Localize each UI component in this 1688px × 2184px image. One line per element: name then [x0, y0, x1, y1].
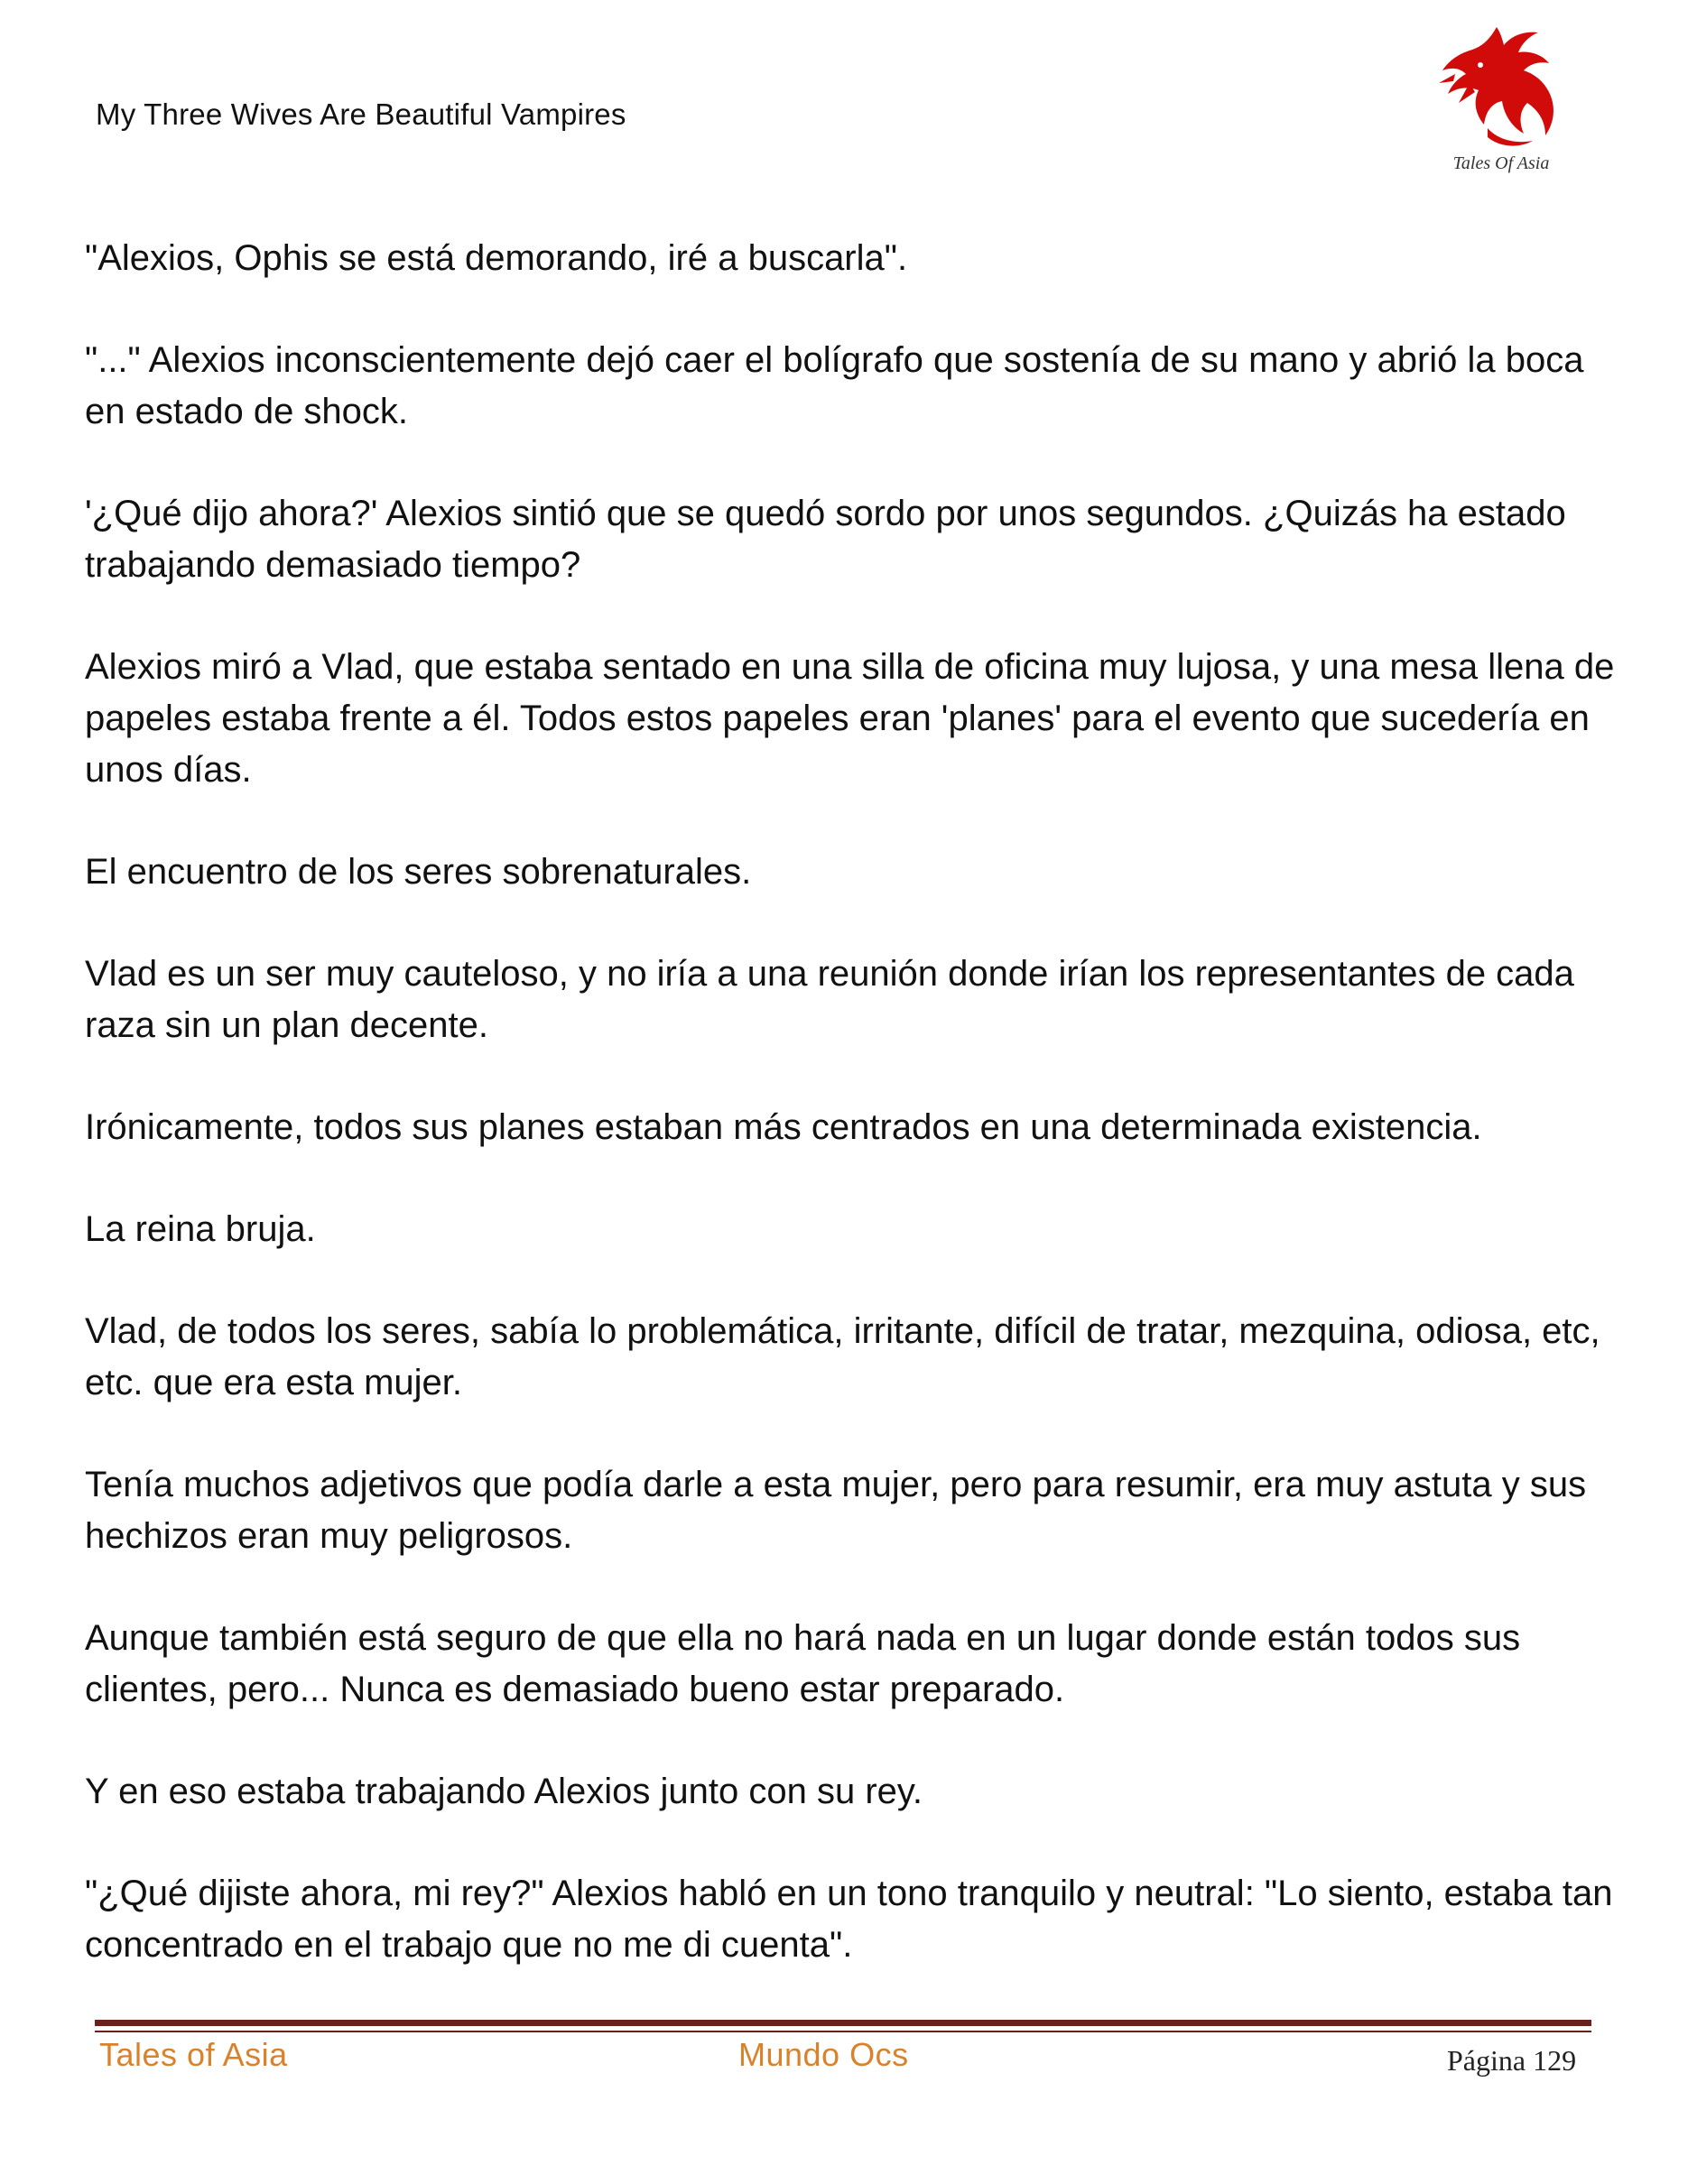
logo-text: Tales Of Asia	[1452, 153, 1550, 173]
document-header-title: My Three Wives Are Beautiful Vampires	[96, 97, 626, 131]
paragraph: Alexios miró a Vlad, que estaba sentado en una silla de oficina muy lujosa, y una mesa llena de papeles estaba frente a él. Todos estos papeles eran 'planes' para el evento que sucedería en unos días.	[85, 647, 1615, 790]
paragraph: Y en eso estaba trabajando Alexios junto con su rey.	[85, 1772, 923, 1811]
footer-publisher: Tales of Asia	[99, 2036, 288, 2073]
paragraph: "¿Qué dijiste ahora, mi rey?" Alexios habló en un tono tranquilo y neutral: "Lo siento, estaba tan concentrado en el trabajo que no me di cuenta".	[85, 1874, 1613, 1965]
paragraph: El encuentro de los seres sobrenaturales.	[85, 852, 752, 892]
footer-divider-thin	[95, 2031, 1591, 2032]
tales-of-asia-logo	[1433, 20, 1569, 182]
document-body	[85, 233, 1619, 2022]
paragraph: "..." Alexios inconscientemente dejó caer el bolígrafo que sostenía de su mano y abrió la boca en estado de shock.	[85, 340, 1584, 431]
paragraph: Aunque también está seguro de que ella no hará nada en un lugar donde están todos sus clientes, pero... Nunca es demasiado bueno estar preparado.	[85, 1618, 1521, 1709]
paragraph: Vlad, de todos los seres, sabía lo problemática, irritante, difícil de tratar, mezquina, odiosa, etc, etc. que era esta mujer.	[85, 1311, 1600, 1402]
paragraph: La reina bruja.	[85, 1209, 316, 1249]
footer-divider-thick	[95, 2020, 1591, 2026]
footer-center-text: Mundo Ocs	[738, 2036, 909, 2073]
paragraph: "Alexios, Ophis se está demorando, iré a buscarla".	[85, 238, 908, 278]
paragraph: Vlad es un ser muy cauteloso, y no iría a una reunión donde irían los representantes de cada raza sin un plan decente.	[85, 954, 1574, 1045]
paragraph: Tenía muchos adjetivos que podía darle a esta mujer, pero para resumir, era muy astuta y sus hechizos eran muy peligrosos.	[85, 1465, 1587, 1556]
paragraph: '¿Qué dijo ahora?' Alexios sintió que se quedó sordo por unos segundos. ¿Quizás ha estado trabajando demasiado tiempo?	[85, 494, 1566, 585]
paragraph: Irónicamente, todos sus planes estaban más centrados en una determinada existencia.	[85, 1107, 1482, 1147]
page-number: Página 129	[1447, 2044, 1577, 2077]
